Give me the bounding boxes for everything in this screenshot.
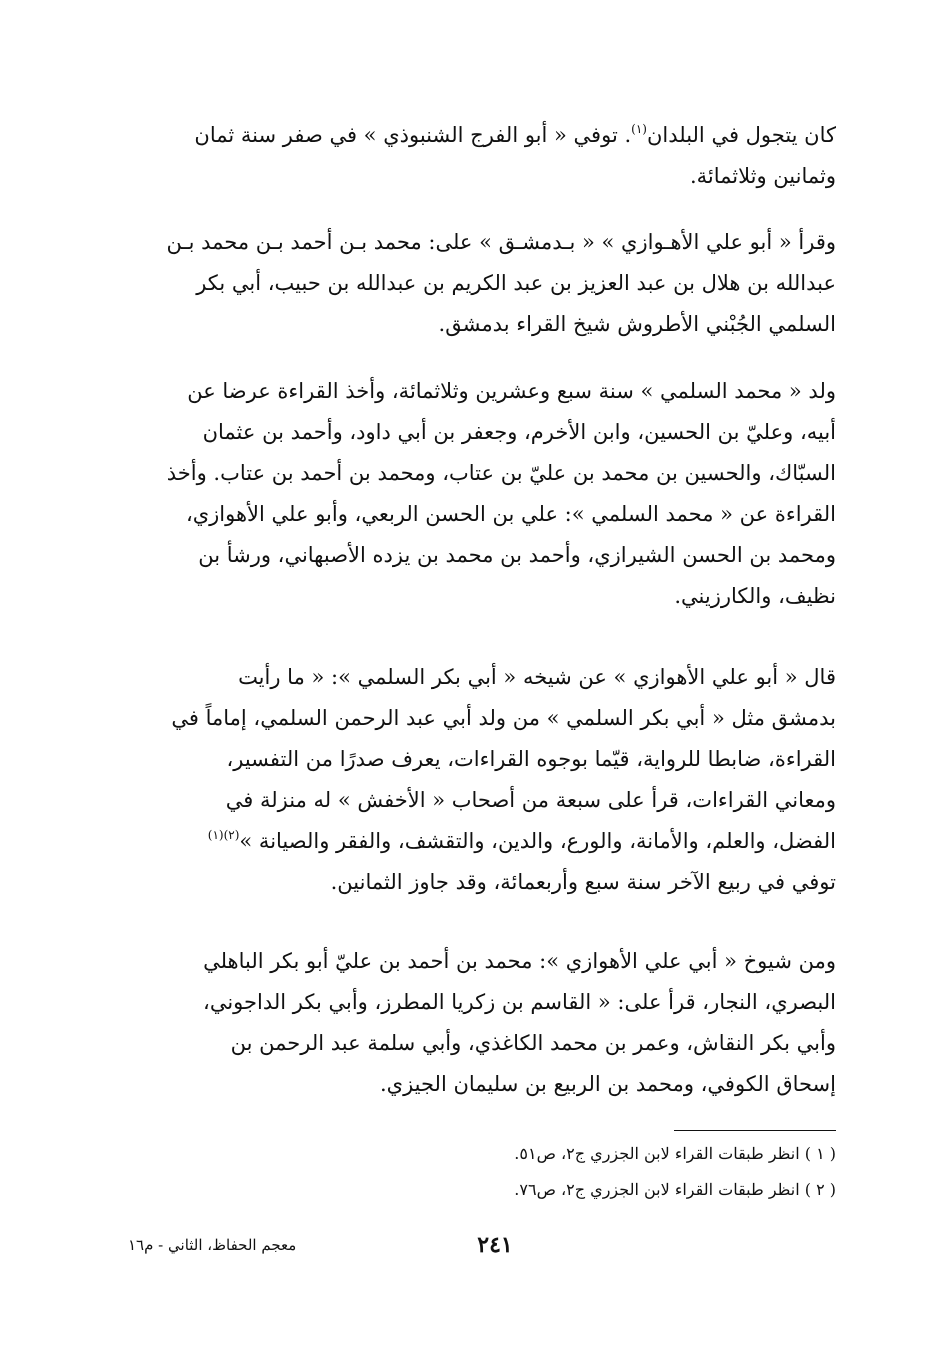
- paragraph-3: [128, 371, 836, 617]
- paragraph-2: [128, 222, 836, 345]
- paragraph-line: الفضل، والعلم، والأمانة، والورع، والدين، والتقشف، والفقر والصيانة »$^{(٢)(١)}$: [207, 828, 836, 853]
- paragraph-line: القراءة عن « محمد السلمي »: علي بن الحسن الربعي، وأبو علي الأهوازي،: [185, 502, 836, 526]
- paragraph-line: إسحاق الكوفي، ومحمد بن الربيع بن سليمان الجيزي.: [379, 1072, 836, 1096]
- paragraph-line: قال « أبو علي الأهوازي » عن شيخه « أبي بكر السلمي »: « ما رأيت: [238, 665, 836, 689]
- footnote-ref: (١): [631, 122, 647, 136]
- page-number: ٢٤١: [477, 1232, 513, 1258]
- paragraph-line: نظيف، والكارزيني.: [674, 584, 836, 608]
- paragraph-line: القراءة، ضابطا للرواية، قيّما بوجوه القراءات، يعرف صدرًا من التفسير،: [226, 747, 836, 771]
- paragraph-line: البصري، النجار، قرأ على: « القاسم بن زكريا المطرز، وأبي بكر الداجوني،: [203, 990, 836, 1014]
- paragraph-line: أبيه، وعليّ بن الحسين، وابن الأخرم، وجعفر بن أبي داود، وأحمد بن عثمان: [202, 420, 836, 444]
- footnote-ref: (٢)(١): [207, 828, 240, 842]
- paragraph-5: [128, 941, 836, 1105]
- paragraph-line: ومن شيوخ « أبي علي الأهوازي »: محمد بن أحمد بن عليّ أبو بكر الباهلي: [203, 949, 836, 973]
- paragraph-line: وثمانين وثلاثمائة.: [689, 164, 836, 188]
- paragraph-line: توفي في ربيع الآخر سنة سبع وأربعمائة، وقد جاوز الثمانين.: [330, 870, 836, 894]
- paragraph-line: السلمي الجُبْني الأطروش شيخ القراء بدمشق.: [438, 312, 836, 336]
- paragraph-4: [128, 657, 836, 903]
- paragraph-line: وقرأ « أبو علي الأهـوازي » « بـدمشـق » على: محمد بـن أحمد بـن محمد بـن: [166, 230, 836, 254]
- footnote-divider: [674, 1130, 836, 1131]
- footnote-1: ( ١ ) انظر طبقات القراء لابن الجزري ج٢، ص٥١.: [514, 1144, 836, 1163]
- paragraph-line: ومعاني القراءات، قرأ على سبعة من أصحاب « الأخفش » له منزلة في: [225, 788, 836, 812]
- paragraph-line: بدمشق مثل « أبي بكر السلمي » من ولد أبي عبد الرحمن السلمي، إماماً في: [171, 706, 836, 730]
- paragraph-line: ولد « محمد السلمي » سنة سبع وعشرين وثلاثمائة، وأخذ القراءة عرضا عن: [187, 379, 836, 403]
- paragraph-line: وأبي بكر النقاش، وعمر بن محمد الكاغذي، وأبي سلمة عبد الرحمن بن: [230, 1031, 836, 1055]
- printer-signature: معجم الحفاظ، الثاني - م١٦: [128, 1236, 297, 1254]
- paragraph-line: ومحمد بن الحسن الشيرازي، وأحمد بن محمد بن يزده الأصبهاني، ورشأ بن: [198, 543, 836, 567]
- paragraph-line: عبدالله بن هلال بن عبد العزيز بن عبد الكريم بن عبدالله بن حبيب، أبي بكر: [196, 271, 836, 295]
- paragraph-1: [128, 115, 836, 197]
- paragraph-line: كان يتجول في البلدان$^{(١)}$. توفي « أبو الفرج الشنبوذي » في صفر سنة ثمان: [194, 122, 836, 147]
- footnote-2: ( ٢ ) انظر طبقات القراء لابن الجزري ج٢، ص٧٦.: [514, 1180, 836, 1199]
- paragraph-line: السبّاك، والحسين بن محمد بن عليّ بن عتاب، ومحمد بن أحمد بن عتاب. وأخذ: [166, 461, 836, 485]
